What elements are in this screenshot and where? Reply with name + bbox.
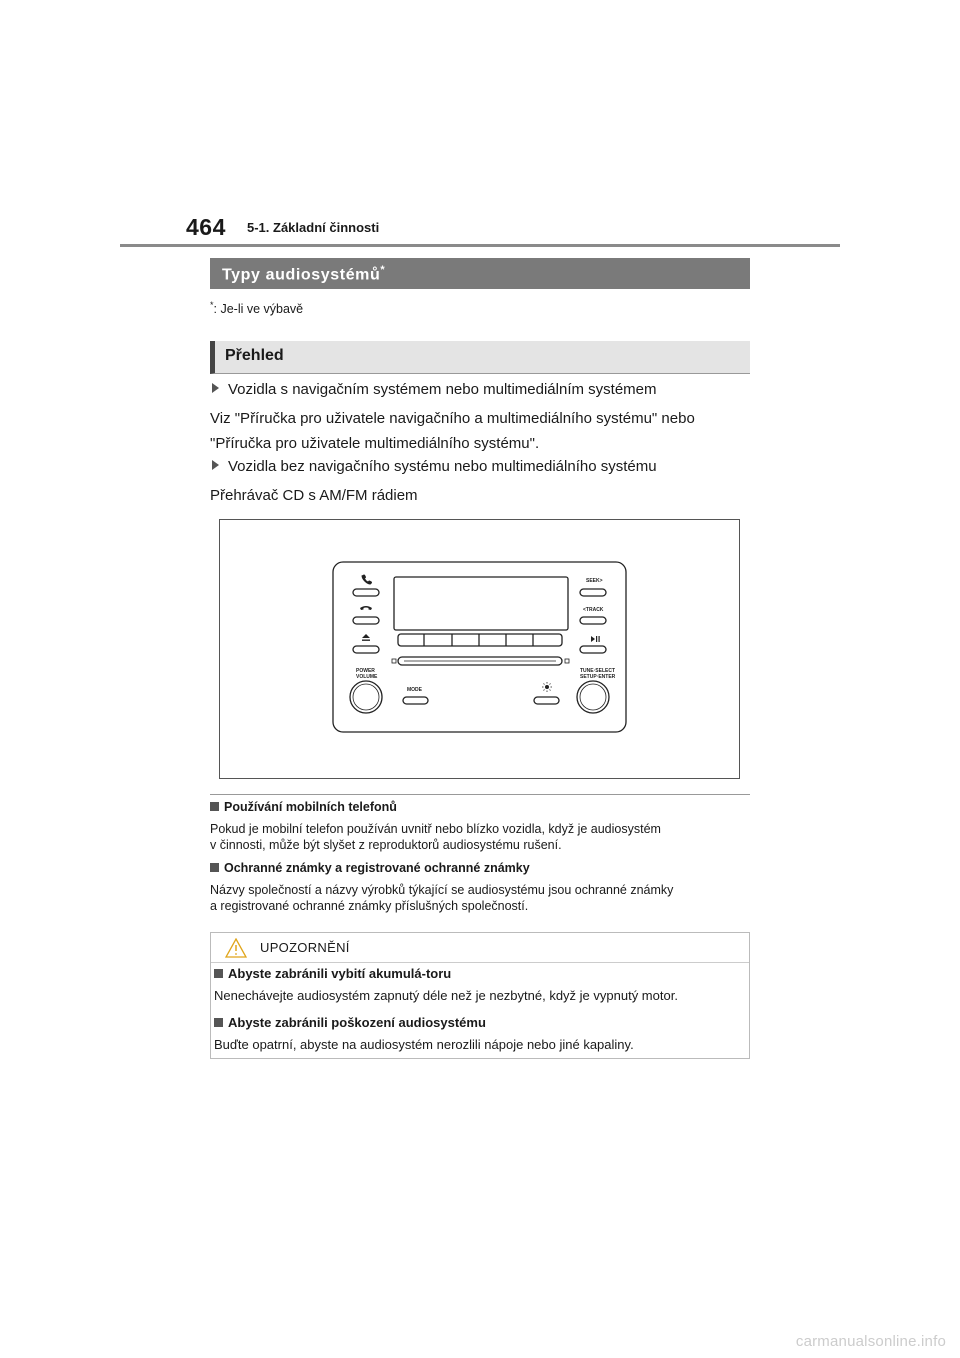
square-bullet-icon xyxy=(210,802,219,811)
subheading: Přehled xyxy=(210,341,750,374)
square-bullet-icon xyxy=(214,969,223,978)
light-icon xyxy=(545,685,549,689)
watermark: carmanualsonline.info xyxy=(795,1333,946,1350)
note-text: v činnosti, může být slyšet z reproduktorů audiosystému rušení. xyxy=(210,838,562,852)
phone-hangup-button xyxy=(353,617,379,624)
body-text-line: Viz "Příručka pro uživatele navigačního a multimediálního systému" nebo xyxy=(210,410,695,427)
caution-item-text: Buďte opatrní, abyste na audiosystém nerozlili nápoje nebo jiné kapaliny. xyxy=(214,1037,634,1052)
faceplate-outline xyxy=(333,562,626,732)
seek-button xyxy=(580,589,606,596)
figure-divider xyxy=(210,794,750,795)
caution-label: UPOZORNĚNÍ xyxy=(260,940,350,955)
body-text-line: Přehrávač CD s AM/FM rádiem xyxy=(210,487,418,504)
warning-triangle-icon xyxy=(225,938,247,963)
bullet-text: Vozidla bez navigačního systému nebo multimediálního systému xyxy=(228,458,657,475)
triangle-bullet-icon xyxy=(212,460,219,470)
figure-frame xyxy=(219,519,740,779)
phone-hangup-icon xyxy=(360,606,372,610)
note-title: Ochranné známky a registrované ochranné známky xyxy=(210,861,530,875)
mode-button xyxy=(403,697,428,704)
play-pause-button xyxy=(580,646,606,653)
play-pause-icon xyxy=(591,636,600,642)
tune-select-knob xyxy=(577,681,609,713)
seek-label: SEEK> xyxy=(586,578,603,584)
mode-label: MODE xyxy=(407,687,422,693)
power-label: POWER xyxy=(356,668,375,674)
tune-select-label: TUNE·SELECT xyxy=(580,668,615,674)
volume-label: VOLUME xyxy=(356,674,378,680)
heading-title: Typy audiosystémů xyxy=(222,266,381,284)
section-title: 5-1. Základní činnosti xyxy=(247,220,380,235)
triangle-bullet-icon xyxy=(212,383,219,393)
heading-bar xyxy=(210,258,750,289)
track-button xyxy=(580,617,606,624)
light-button xyxy=(534,697,559,704)
preset-buttons xyxy=(398,634,562,646)
phone-answer-icon xyxy=(362,575,373,585)
caution-item-title: Abyste zabránili vybití akumulá-toru xyxy=(214,966,451,981)
body-text-line: "Příručka pro uživatele multimediálního systému". xyxy=(210,435,540,452)
footnote-text: : Je-li ve výbavě xyxy=(213,302,304,317)
footnote-marker: * xyxy=(210,300,214,310)
bullet-item-no-navigation xyxy=(212,458,657,475)
caution-item-text: Nenechávejte audiosystém zapnutý déle než je nezbytné, když je vypnutý motor. xyxy=(214,988,678,1003)
audio-unit-illustration xyxy=(220,520,739,778)
track-label: <TRACK xyxy=(583,607,604,613)
header-rule xyxy=(120,244,840,247)
power-volume-knob xyxy=(350,681,382,713)
note-text: Pokud je mobilní telefon používán uvnitř nebo blízko vozidla, když je audiosystém xyxy=(210,822,661,836)
setup-enter-label: SETUP·ENTER xyxy=(580,674,616,680)
bullet-item-navigation xyxy=(212,381,657,398)
eject-icon xyxy=(362,634,370,641)
square-bullet-icon xyxy=(214,1018,223,1027)
page-number: 464 xyxy=(186,214,226,240)
footnote xyxy=(210,300,303,316)
eject-button xyxy=(353,646,379,653)
phone-answer-button xyxy=(353,589,379,596)
square-bullet-icon xyxy=(210,863,219,872)
bullet-text: Vozidla s navigačním systémem nebo multimediálním systémem xyxy=(228,381,657,398)
note-text: Názvy společností a názvy výrobků týkající se audiosystému jsou ochranné známky xyxy=(210,883,674,897)
note-title: Používání mobilních telefonů xyxy=(210,800,397,814)
display-screen xyxy=(394,577,568,630)
note-text: a registrované ochranné známky příslušných společností. xyxy=(210,899,529,913)
heading-asterisk: * xyxy=(380,264,386,276)
caution-item-title: Abyste zabránili poškození audiosystému xyxy=(214,1015,486,1030)
